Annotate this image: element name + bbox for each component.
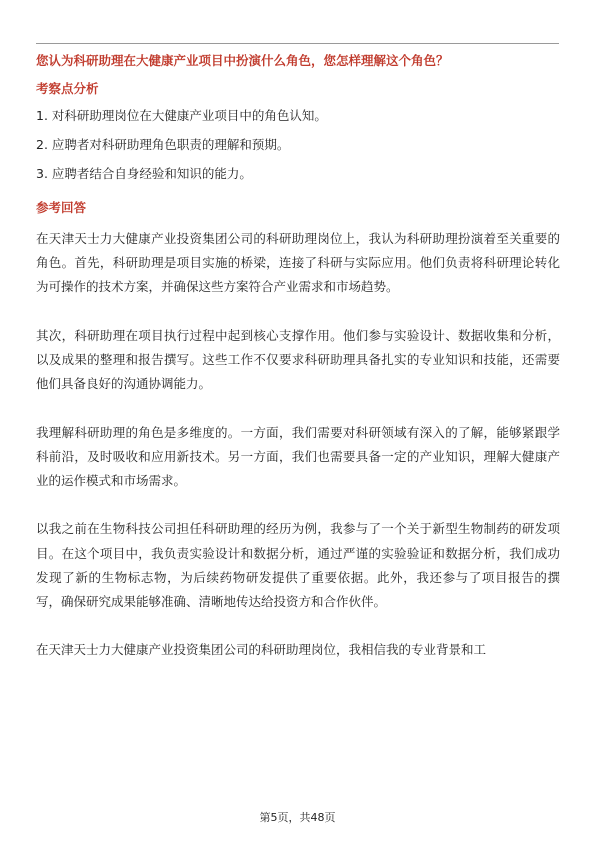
analysis-heading: 考察点分析: [36, 81, 99, 96]
answer-paragraph-3: 我理解科研助理的角色是多维度的。一方面，我们需要对科研领域有深入的了解，能够紧跟学科前沿，及时吸收和应用新技术。另一方面，我们也需要具备一定的产业知识，理解大健康产业的运作模式和市场需求。: [36, 424, 560, 488]
question-title: 您认为科研助理在大健康产业项目中扮演什么角色，您怎样理解这个角色？: [36, 53, 449, 68]
analysis-point-3: 3. 应聘者结合自身经验和知识的能力。: [36, 166, 252, 181]
answer-paragraph-5: 在天津天士力大健康产业投资集团公司的科研助理岗位，我相信我的专业背景和工: [36, 642, 487, 658]
answer-heading: 参考回答: [36, 200, 87, 215]
answer-body: [36, 227, 560, 663]
analysis-point-1: 1. 对科研助理岗位在大健康产业项目中的角色认知。: [36, 108, 327, 123]
analysis-point-2: 2. 应聘者对科研助理角色职责的理解和预期。: [36, 137, 290, 152]
answer-paragraph-2: 其次，科研助理在项目执行过程中起到核心支撑作用。他们参与实验设计、数据收集和分析，以及成果的整理和报告撰写。这些工作不仅要求科研助理具备扎实的专业知识和技能，还需要他们具备良好的沟通协调能力。: [36, 327, 560, 392]
header-rule: [36, 43, 559, 44]
answer-paragraph-1: 在天津天士力大健康产业投资集团公司的科研助理岗位上，我认为科研助理扮演着至关重要的角色。首先，科研助理是项目实施的桥梁，连接了科研与实际应用。他们负责将科研理论转化为可操作的技术方案，并确保这些方案符合产业需求和市场趋势。: [36, 231, 560, 295]
answer-paragraph-4: 以我之前在生物科技公司担任科研助理的经历为例，我参与了一个关于新型生物制药的研发项目。在这个项目中，我负责实验设计和数据分析，通过严谨的实验验证和数据分析，我们成功发现了新的生物标志物，为后续药物研发提供了重要依据。此外，我还参与了项目报告的撰写，确保研究成果能够准确、清晰地传达给投资方和合作伙伴。: [36, 521, 560, 609]
page-number: 第5页，共48页: [259, 811, 336, 824]
